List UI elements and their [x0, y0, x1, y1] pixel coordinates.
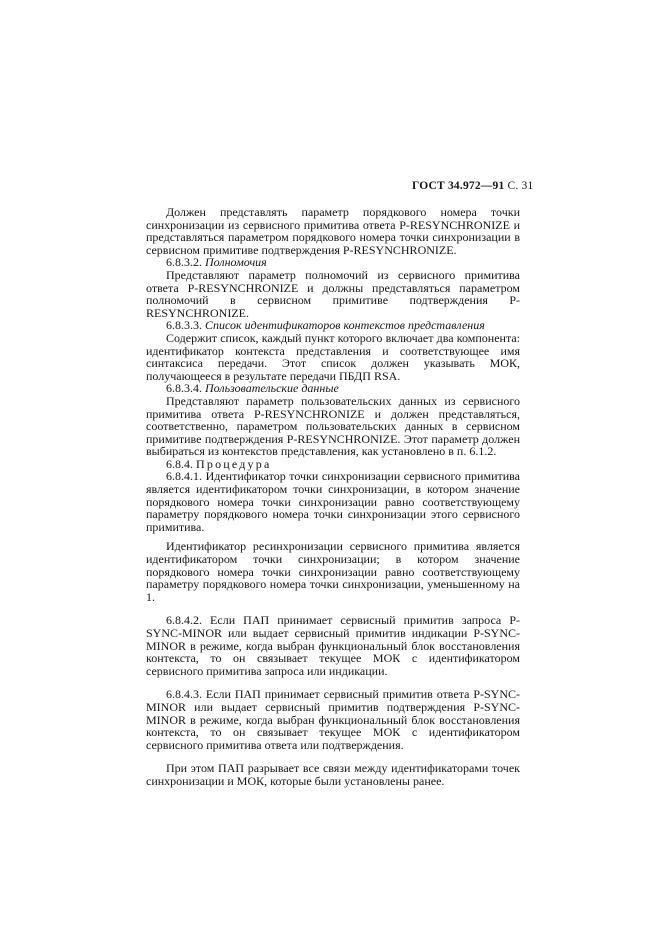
section-number: 6.8.4.: [166, 456, 193, 471]
paragraph: Идентификатор ресинхронизации сервисного примитива является идентификатором точки синхронизации; в котором значение порядкового номера точки синхронизации равно соответствующему параметру порядкового номера точки синхронизации, уменьшенному на 1.: [146, 539, 520, 604]
standard-number: ГОСТ 34.972—91: [412, 180, 505, 192]
section-title: Процедура: [196, 456, 272, 471]
section-number: 6.8.3.2.: [166, 255, 202, 270]
paragraph: Представляют параметр пользовательских данных из сервисного примитива ответа P-RESYNCHRONIZE и должен представляться, соответственно, параметром пользовательских данных в сервисном примитиве подтверждения P-RESYNCHRONIZE. Этот параметр должен выбираться из контекстов представления, как установлено в п. 6.1.2.: [146, 393, 520, 459]
document-body: [146, 206, 520, 788]
section-number: 6.8.3.3.: [166, 318, 202, 333]
page-header: [412, 180, 533, 192]
paragraph: 6.8.4.2. Если ПАП принимает сервисный примитив запроса P-SYNC-MINOR или выдает сервисный примитив индикации P-SYNC-MINOR в режиме, когда выбран функциональный блок восстановления контекста, то он связывает текущее МОК с идентификатором сервисного примитива запроса или индикации.: [146, 613, 520, 678]
section-number: 6.8.3.4.: [166, 381, 202, 396]
section-title: Полномочия: [205, 255, 267, 270]
section-title: Список идентификаторов контекстов представления: [205, 318, 485, 333]
paragraph: Должен представлять параметр порядкового номера точки синхронизации из сервисного примитива ответа P-RESYNCHRONIZE и представляться параметром порядкового номера точки синхронизации в сервисном примитиве подтверждения P-RESYNCHRONIZE.: [146, 205, 520, 257]
paragraph: 6.8.4.1. Идентификатор точки синхронизации сервисного примитива является идентификатором точки синхронизации, в котором значение порядкового номера точки синхронизации равно соответствующему параметру порядкового номера точки синхронизации этого сервисного примитива.: [146, 469, 520, 534]
paragraph: Представляют параметр полномочий из сервисного примитива ответа P-RESYNCHRONIZE и должны представляться параметром полномочий в сервисном примитиве подтверждения P-RESYNCHRONIZE.: [146, 267, 520, 320]
page-number: С. 31: [507, 180, 534, 192]
paragraph: 6.8.4.3. Если ПАП принимает сервисный примитив ответа P-SYNC-MINOR или выдает сервисный примитив подтверждения P-SYNC-MINOR в режиме, когда выбран функциональный блок восстановления контекста, то он связывает текущее МОК с идентификатором сервисного примитива ответа или подтверждения.: [146, 687, 520, 752]
paragraph: При этом ПАП разрывает все связи между идентификаторами точек синхронизации и МОК, которые были установлены ранее.: [146, 761, 520, 788]
section-title: Пользовательские данные: [205, 381, 339, 396]
paragraph: Содержит список, каждый пункт которого включает два компонента: идентификатор контекста представления и соответствующее имя синтаксиса передачи. Этот список должен указывать МОК, получающееся в результате передачи ПБДП RSA.: [146, 330, 520, 383]
